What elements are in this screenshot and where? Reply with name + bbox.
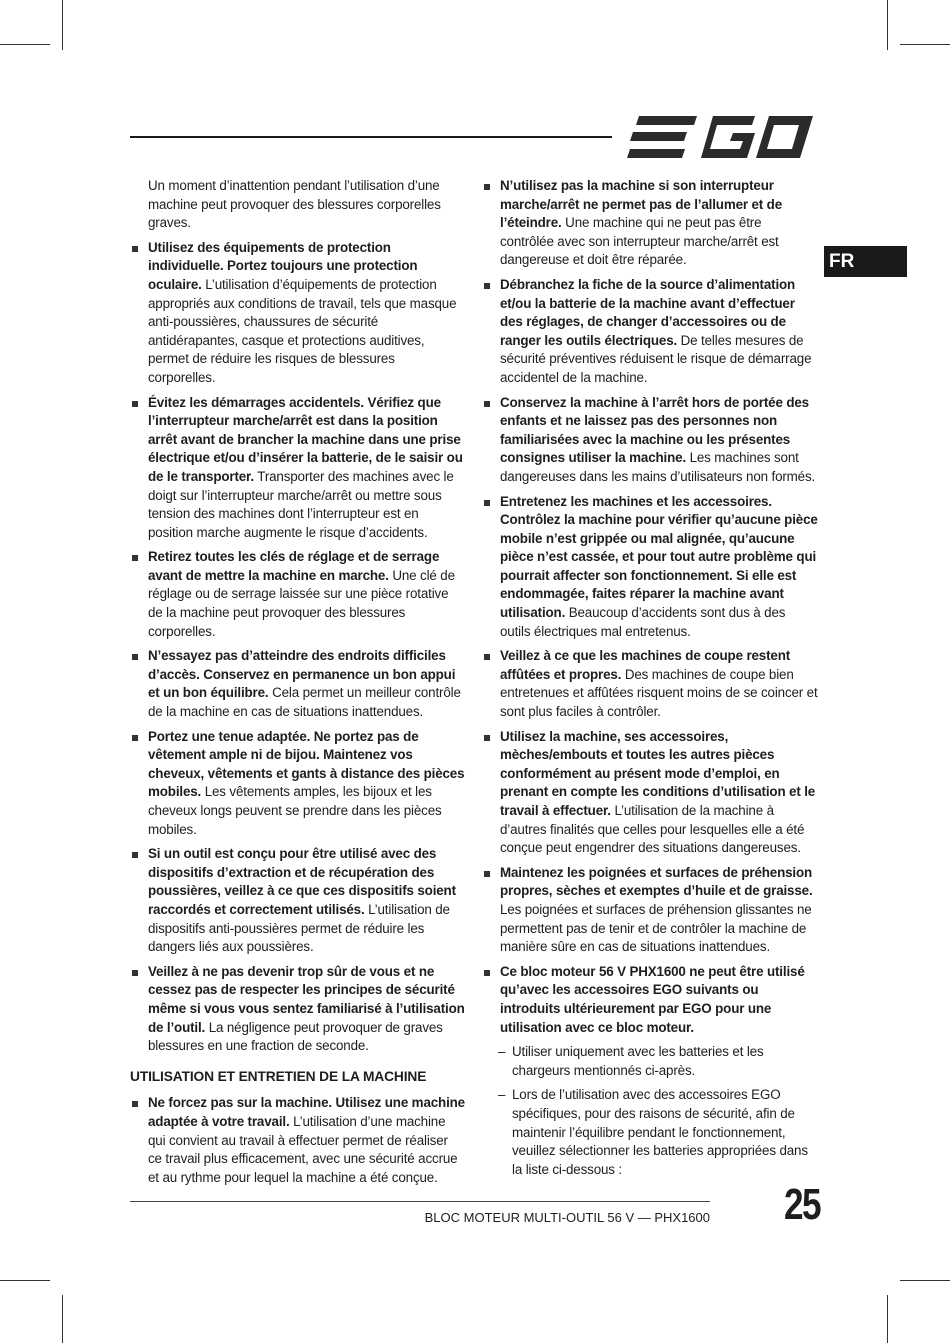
list-item: Utilisez la machine, ses accessoires, mèches/embouts et toutes les autres pièces conformément au présent mode d’emploi, en prenant en compte les conditions d’utilisation et le travail à effectuer. L’utilisation de la machine à d’autres finalités que celles pour lesquelles elle a été conçue peut engendrer des situations dangereuses. (482, 728, 818, 858)
list-item: Retirez toutes les clés de réglage et de serrage avant de mettre la machine en marche. Une clé de réglage ou de serrage laissée sur une pièce rotative de la machine peut provoquer des blessures corporelles. (130, 548, 465, 641)
dash-item: – Lors de l’utilisation avec des accessoires EGO spécifiques, pour des raisons de sécurité, afin de maintenir l’équilibre pendant le fonctionnement, veuillez sélectionner les batteries appropriées dans la liste ci-dessous : (498, 1087, 808, 1177)
dash-mark: – (498, 1044, 506, 1060)
intro-paragraph: Un moment d’inattention pendant l’utilisation d’une machine peut provoquer des blessures corporelles graves. (148, 178, 441, 231)
list-item: Débranchez la fiche de la source d’alimentation et/ou la batterie de la machine avant d’effectuer des réglages, de changer d’accessoires ou de ranger les outils électriques. De telles mesures de sécurité préventives réduisent le risque de démarrage accidentel de la machine. (482, 276, 818, 388)
right-column (482, 177, 818, 1185)
header-rule (130, 136, 612, 138)
crop-mark (887, 0, 888, 50)
list-item: N’essayez pas d’atteindre des endroits difficiles d’accès. Conservez en permanence un bon appui et un bon équilibre. Cela permet un meilleur contrôle de la machine en cas de situations inattendues. (130, 647, 465, 721)
list-item: Portez une tenue adaptée. Ne portez pas de vêtement ample ni de bijou. Maintenez vos cheveux, vêtements et gants à distance des pièces mobiles. Les vêtements amples, les bijoux et les cheveux longs peuvent se prendre dans les pièces mobiles. (130, 728, 465, 840)
list-item: N’utilisez pas la machine si son interrupteur marche/arrêt ne permet pas de l’allumer et de l’éteindre. Une machine qui ne peut pas être contrôlée avec son interrupteur marche/arrêt est dangereuse et doit être réparée. (482, 177, 818, 270)
crop-mark (0, 44, 50, 45)
list-item: Maintenez les poignées et surfaces de préhension propres, sèches et exemptes d’huile et de graisse. Les poignées et surfaces de préhension glissantes ne permettent pas de tenir et de contrôler la machine de manière sûre en cas de situations inattendues. (482, 864, 818, 957)
list-item: Ne forcez pas sur la machine. Utilisez une machine adaptée à votre travail. L’utilisation d’une machine qui convient au travail à effectuer permet de réaliser ce travail plus efficacement, avec une sécurité accrue et au rythme pour lequel la machine a été conçue. (130, 1094, 465, 1187)
footer-title: BLOC MOTEUR MULTI-OUTIL 56 V — PHX1600 (424, 1210, 710, 1225)
ego-logo (627, 116, 813, 158)
list-item: Évitez les démarrages accidentels. Vérifiez que l’interrupteur marche/arrêt est dans la position arrêt avant de brancher la machine dans une prise électrique et/ou d’insérer la batterie, de le saisir ou de le transporter. Transporter des machines avec le doigt sur l’interrupteur marche/arrêt ou mettre sous tension des machines dont l’interrupteur est en position marche augmente le risque d’accidents. (130, 394, 465, 543)
crop-mark (887, 1295, 888, 1343)
crop-mark (62, 0, 63, 50)
section-title: UTILISATION ET ENTRETIEN DE LA MACHINE (130, 1068, 427, 1084)
language-tab: FR (824, 246, 907, 277)
list-item: Entretenez les machines et les accessoires. Contrôlez la machine pour vérifier qu’aucune pièce mobile n’est grippée ou mal alignée, qu’aucune pièce n’est cassée, et pour tout autre problème qui pourrait affecter son fonctionnement. Si elle est endommagée, faites réparer la machine avant utilisation. Beaucoup d’accidents sont dus à des outils électriques mal entretenus. (482, 493, 818, 642)
dash-item: – Utiliser uniquement avec les batteries et les chargeurs mentionnés ci-après. (498, 1044, 764, 1078)
crop-mark (62, 1295, 63, 1343)
list-item: Conservez la machine à l’arrêt hors de portée des enfants et ne laissez pas des personnes non familiarisées avec la machine ou les présentes consignes utiliser la machine. Les machines sont dangereuses dans les mains d’utilisateurs non formés. (482, 394, 818, 487)
list-item: Utilisez des équipements de protection individuelle. Portez toujours une protection oculaire. L’utilisation d’équipements de protection appropriés aux conditions de travail, tels que masque anti-poussières, chaussures de sécurité antidérapantes, casque et protections auditives, permet de réduire les risques de blessures corporelles. (130, 239, 465, 388)
list-item: Si un outil est conçu pour être utilisé avec des dispositifs d’extraction et de récupération des poussières, veillez à ce que ces dispositifs soient raccordés et correctement utilisés. L’utilisation de dispositifs anti-poussières permet de réduire les dangers liés aux poussières. (130, 845, 465, 957)
page-number: 25 (784, 1180, 820, 1229)
crop-mark (900, 44, 950, 45)
list-item: Veillez à ce que les machines de coupe restent affûtées et propres. Des machines de coupe bien entretenues et affûtées risquent moins de se coincer et sont plus faciles à contrôler. (482, 647, 818, 721)
footer-rule (130, 1201, 710, 1202)
left-column (130, 177, 465, 1193)
crop-mark (0, 1280, 50, 1281)
dash-mark: – (498, 1087, 506, 1103)
crop-mark (900, 1280, 950, 1281)
list-item: Veillez à ne pas devenir trop sûr de vous et ne cessez pas de respecter les principes de sécurité même si vous vous sentez familiarisé à l’utilisation de l’outil. La négligence peut provoquer de graves blessures en une fraction de seconde. (130, 963, 465, 1056)
list-item: Ce bloc moteur 56 V PHX1600 ne peut être utilisé qu’avec les accessoires EGO suivants ou introduits ultérieurement par EGO pour une utilisation avec ce bloc moteur. (482, 963, 818, 1037)
